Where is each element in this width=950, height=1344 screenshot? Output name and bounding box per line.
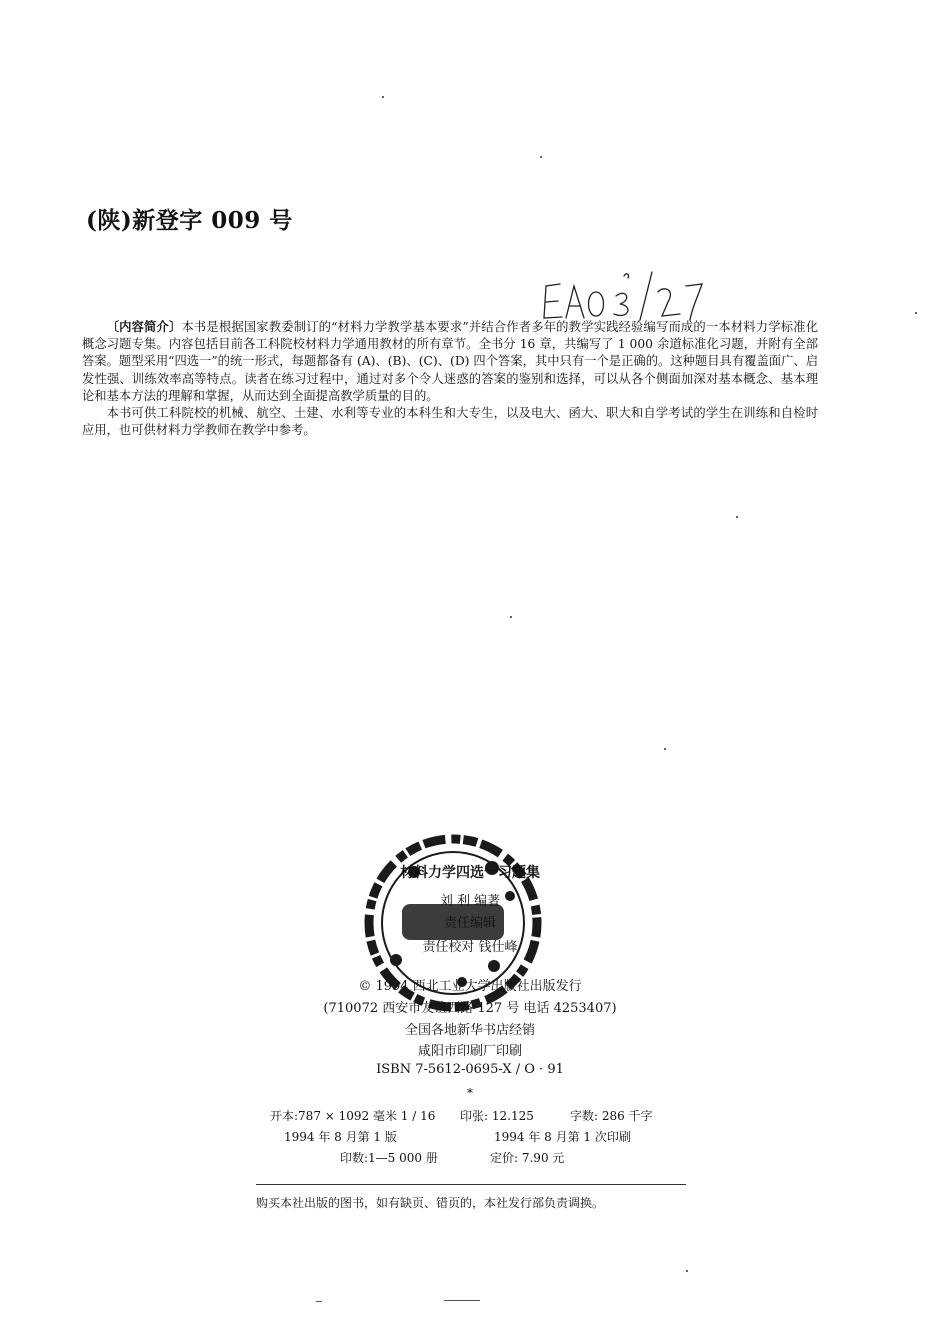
book-specs (270, 1106, 680, 1169)
content-abstract (82, 318, 818, 439)
scan-speck (915, 312, 917, 314)
editor-line: 责任编辑 (443, 916, 496, 931)
spec-words: 字数: 286 千字 (570, 1109, 653, 1123)
footer-rule (256, 1184, 686, 1185)
isbn-line: ISBN 7-5612-0695-X / O · 91 (376, 1062, 564, 1077)
scan-speck (686, 1270, 688, 1272)
spec-edition: 1994 年 8 月第 1 版 (284, 1130, 397, 1144)
scan-speck (510, 616, 512, 618)
proofreader-line: 责任校对 钱仕峰 (422, 940, 518, 955)
handwritten-mark (540, 262, 730, 322)
spec-price: 定价: 7.90 元 (490, 1151, 565, 1165)
distributor-line: 全国各地新华书店经销 (404, 1023, 535, 1038)
spec-printing: 1994 年 8 月第 1 次印刷 (494, 1130, 631, 1144)
publisher-line: © 1994 西北工业大学出版社出版发行 (358, 979, 582, 994)
scan-speck (664, 748, 666, 750)
scan-speck (540, 156, 542, 158)
abstract-text-1: 本书是根据国家教委制订的“材料力学教学基本要求”并结合作者多年的教学实践经验编写而成的一本材料力学标准化概念习题专集。内容包括目前各工科院校材料力学通用教材的所有章节。全书分 16 章，共编写了 1 000 余道标准化习题，并附有全部答案。题型采用“四选一”的统一形式，每题都备有 (A)、(B)、(C)、(D) 四个答案，其中只有一个是正确的。这种题目具有覆盖面广、启发性强、训练效率高等特点。读者在练习过程中，通过对多个令人迷惑的答案的鉴别和选择，可以从各个侧面加深对基本概念、基本理论和基本方法的理解和掌握，从而达到全面提高教学质量的目的。 (82, 320, 818, 403)
author-line: 刘 利 编著 (439, 894, 501, 909)
scan-mark (316, 1301, 322, 1302)
scan-speck (382, 96, 384, 98)
spec-copies: 印数:1—5 000 册 (340, 1151, 438, 1165)
scan-mark (444, 1300, 480, 1301)
book-title: 材料力学四选一习题集 (400, 865, 540, 881)
replacement-notice: 购买本社出版的图书，如有缺页、错页的，本社发行部负责调换。 (256, 1196, 605, 1210)
printer-line: 咸阳市印刷厂印刷 (417, 1044, 522, 1059)
scan-speck (736, 516, 738, 518)
registration-number: (陕)新登字 009 号 (86, 207, 293, 234)
abstract-paragraph-2: 本书可供工科院校的机械、航空、土建、水利等专业的本科生和大专生，以及电大、函大、职大和自学考试的学生在训练和自检时应用，也可供材料力学教师在教学中参考。 (82, 406, 818, 438)
abstract-paragraph-1 (82, 318, 818, 405)
svg-text:EA03 b7: EA03 b7 (540, 262, 545, 263)
separator-star: * (467, 1086, 473, 1100)
abstract-lead: 〔内容简介〕 (106, 319, 182, 334)
spec-sheets: 印张: 12.125 (460, 1109, 534, 1123)
publisher-address: (710072 西安市友谊西路 127 号 电话 4253407) (323, 1001, 617, 1016)
spec-format: 开本:787 × 1092 毫米 1 / 16 (270, 1109, 436, 1123)
